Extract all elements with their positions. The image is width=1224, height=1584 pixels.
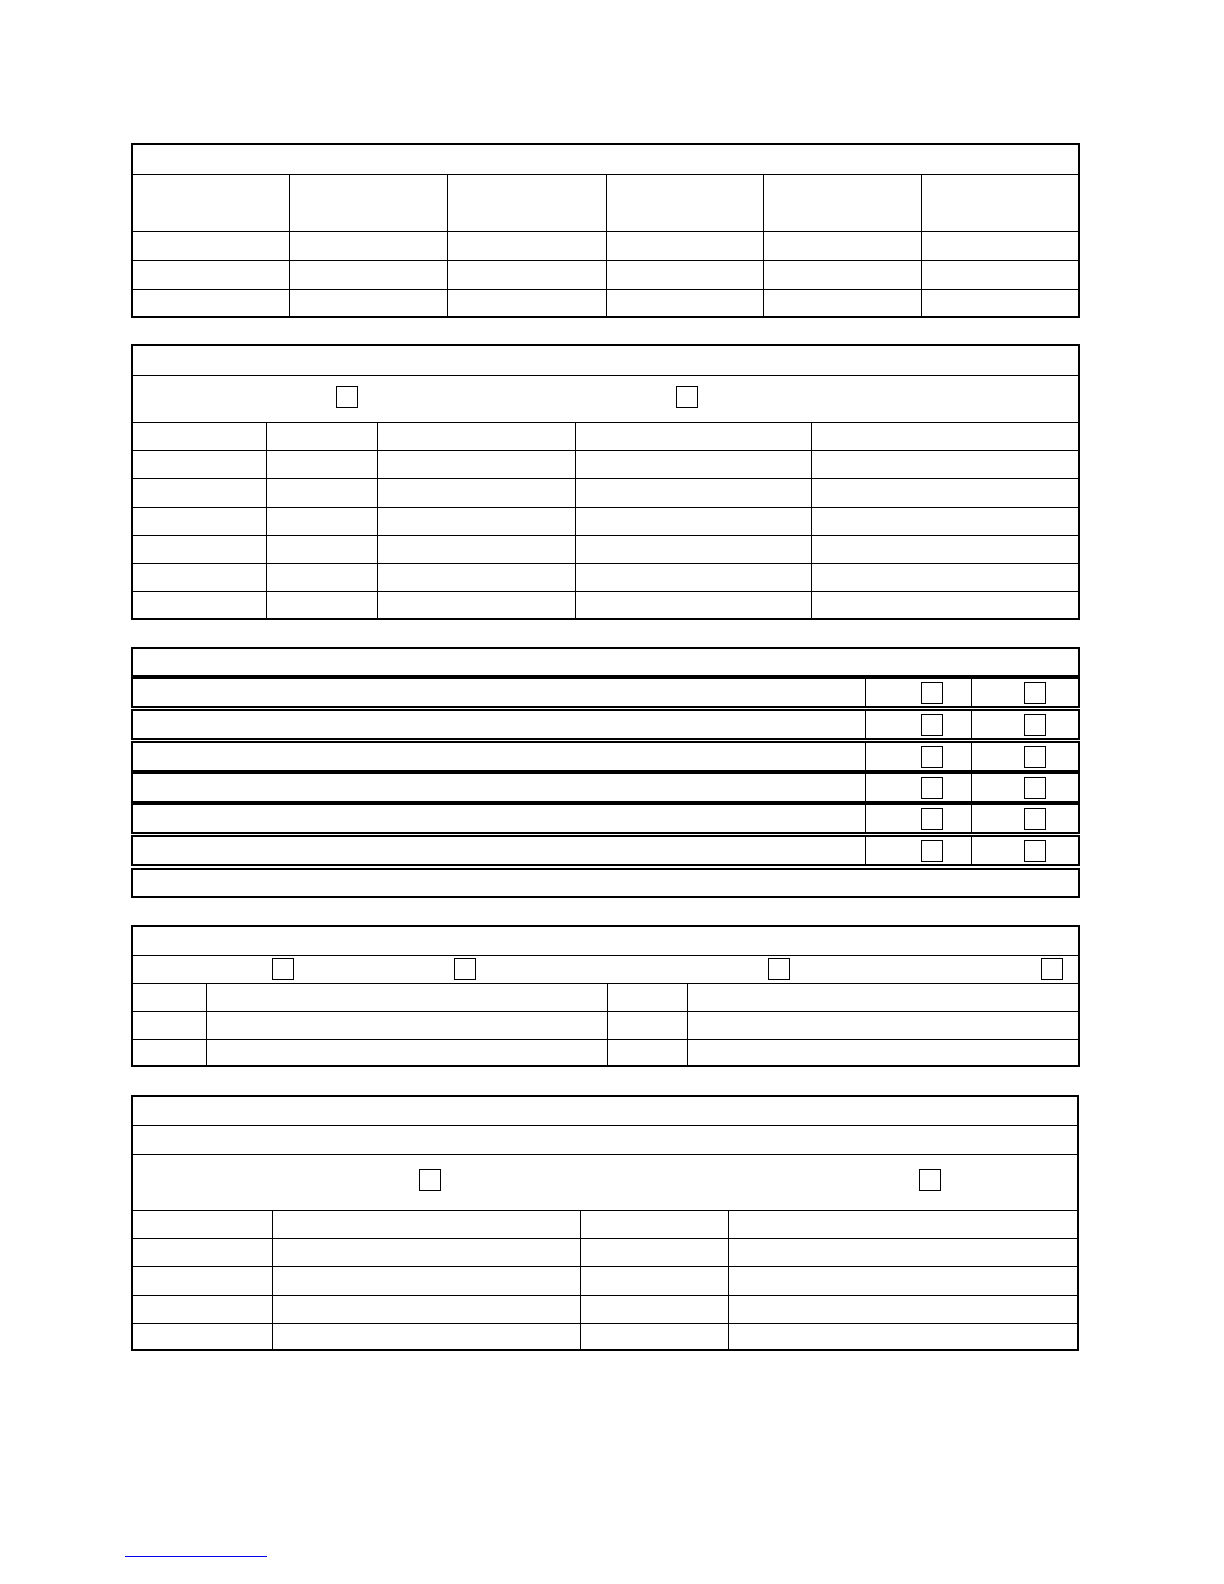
question-text (133, 679, 866, 706)
yes-cell (866, 743, 972, 770)
section-5-subheader-text (133, 1126, 1077, 1130)
table-row (133, 1296, 1077, 1324)
input-cell[interactable] (378, 508, 576, 535)
table-row (133, 1239, 1077, 1267)
section-1-col-5 (764, 175, 922, 231)
table-row (133, 479, 1078, 508)
section-1-header (133, 145, 1078, 175)
table-row (133, 1211, 1077, 1239)
input-cell[interactable] (273, 1267, 581, 1295)
section-2-table (131, 344, 1080, 620)
table-row (133, 1012, 1078, 1040)
input-cell[interactable] (133, 508, 267, 535)
table-row (133, 451, 1078, 479)
input-cell[interactable] (812, 479, 1078, 507)
table-row (133, 1324, 1077, 1351)
table-row (133, 261, 1078, 290)
question-row (131, 741, 1080, 772)
question-row (131, 835, 1080, 866)
section-5-header (133, 1097, 1077, 1126)
input-cell[interactable] (576, 423, 812, 450)
question-row (131, 803, 1080, 834)
question-text (133, 837, 866, 864)
input-cell[interactable] (273, 1239, 581, 1266)
input-cell[interactable] (207, 1012, 608, 1039)
input-cell[interactable] (729, 1267, 1077, 1295)
input-cell[interactable] (922, 261, 1078, 289)
input-cell[interactable] (133, 232, 290, 260)
input-cell[interactable] (267, 423, 378, 450)
input-cell[interactable] (133, 536, 267, 563)
input-cell[interactable] (922, 290, 1078, 318)
yes-cell (866, 679, 972, 706)
input-cell[interactable] (576, 508, 812, 535)
section-1-col-1 (133, 175, 290, 231)
section-4-header (133, 927, 1078, 956)
section-5-options-row (133, 1155, 1077, 1211)
section-5-subheader (133, 1126, 1077, 1155)
input-cell[interactable] (729, 1296, 1077, 1323)
input-cell[interactable] (729, 1211, 1077, 1238)
section-4-table (131, 925, 1080, 1067)
input-cell[interactable] (133, 1239, 273, 1266)
section-4-option-2-checkbox[interactable] (454, 958, 476, 980)
yes-checkbox[interactable] (921, 714, 943, 736)
input-cell[interactable] (267, 508, 378, 535)
section-1-header-text (133, 145, 1078, 149)
section-4-options-row (133, 956, 1078, 984)
table-row (133, 564, 1078, 592)
input-cell[interactable] (273, 1324, 581, 1351)
input-cell[interactable] (378, 592, 576, 619)
input-cell[interactable] (576, 592, 812, 619)
yes-cell (866, 805, 972, 832)
input-cell[interactable] (812, 592, 1078, 619)
no-checkbox[interactable] (1024, 840, 1046, 862)
table-row (133, 508, 1078, 536)
input-cell[interactable] (133, 1267, 273, 1295)
section-3-header-text (133, 649, 1078, 653)
input-cell[interactable] (207, 1040, 608, 1067)
no-cell (972, 805, 1078, 832)
input-cell[interactable] (729, 1324, 1077, 1351)
no-checkbox[interactable] (1024, 808, 1046, 830)
input-cell[interactable] (133, 479, 267, 507)
comments-field[interactable] (131, 868, 1080, 898)
no-cell (972, 711, 1078, 738)
section-2-option-a-checkbox[interactable] (336, 386, 358, 408)
section-3-header (131, 647, 1080, 677)
input-cell[interactable] (378, 423, 576, 450)
input-cell[interactable] (267, 451, 378, 478)
input-cell[interactable] (133, 261, 290, 289)
question-text (133, 711, 866, 738)
input-cell[interactable] (576, 564, 812, 591)
section-4-option-4-checkbox[interactable] (1041, 958, 1063, 980)
question-text (133, 743, 866, 770)
input-cell[interactable] (133, 1040, 207, 1067)
section-2-header (133, 346, 1078, 376)
input-cell[interactable] (576, 451, 812, 478)
input-cell[interactable] (273, 1296, 581, 1323)
question-row (131, 709, 1080, 740)
yes-cell (866, 711, 972, 738)
input-cell[interactable] (378, 451, 576, 478)
input-cell[interactable] (581, 1296, 729, 1323)
input-cell[interactable] (448, 232, 607, 260)
section-1-column-headers (133, 175, 1078, 232)
input-cell[interactable] (812, 508, 1078, 535)
input-cell[interactable] (922, 232, 1078, 260)
input-cell[interactable] (133, 1296, 273, 1323)
section-2-header-text (133, 346, 1078, 350)
table-row (133, 536, 1078, 564)
section-1-table (131, 143, 1080, 318)
table-row (133, 1267, 1077, 1296)
input-cell[interactable] (290, 261, 448, 289)
question-text (133, 805, 866, 832)
table-row (133, 423, 1078, 451)
input-cell[interactable] (378, 479, 576, 507)
table-row (133, 592, 1078, 619)
input-cell[interactable] (267, 536, 378, 563)
input-cell[interactable] (581, 1267, 729, 1295)
question-text (133, 774, 866, 801)
section-2-option-b-checkbox[interactable] (676, 386, 698, 408)
input-cell[interactable] (812, 423, 1078, 450)
footer-link[interactable] (125, 1556, 267, 1557)
section-5-option-b-checkbox[interactable] (919, 1169, 941, 1191)
input-cell[interactable] (581, 1239, 729, 1266)
input-cell[interactable] (133, 1012, 207, 1039)
input-cell[interactable] (812, 564, 1078, 591)
input-cell[interactable] (290, 232, 448, 260)
input-cell[interactable] (576, 536, 812, 563)
table-row (133, 984, 1078, 1012)
no-cell (972, 679, 1078, 706)
input-cell[interactable] (688, 1012, 1078, 1039)
yes-cell (866, 774, 972, 801)
input-cell[interactable] (273, 1211, 581, 1238)
input-cell[interactable] (133, 564, 267, 591)
input-cell[interactable] (607, 232, 764, 260)
input-cell[interactable] (267, 479, 378, 507)
input-cell[interactable] (133, 290, 290, 318)
input-cell[interactable] (267, 564, 378, 591)
no-checkbox[interactable] (1024, 777, 1046, 799)
input-cell[interactable] (133, 592, 267, 619)
input-cell[interactable] (290, 290, 448, 318)
no-cell (972, 743, 1078, 770)
no-cell (972, 837, 1078, 864)
section-2-options-row (133, 376, 1078, 423)
no-checkbox[interactable] (1024, 746, 1046, 768)
table-row (133, 1040, 1078, 1067)
input-cell[interactable] (378, 536, 576, 563)
input-cell[interactable] (812, 536, 1078, 563)
section-1-col-4 (607, 175, 764, 231)
input-cell[interactable] (812, 451, 1078, 478)
section-4-option-1-checkbox[interactable] (272, 958, 294, 980)
input-cell[interactable] (133, 1324, 273, 1351)
input-cell[interactable] (378, 564, 576, 591)
section-5-option-a-checkbox[interactable] (419, 1169, 441, 1191)
input-cell[interactable] (581, 1324, 729, 1351)
input-cell[interactable] (608, 1012, 688, 1039)
input-cell[interactable] (607, 290, 764, 318)
section-1-col-2 (290, 175, 448, 231)
no-checkbox[interactable] (1024, 682, 1046, 704)
input-cell[interactable] (764, 232, 922, 260)
input-cell[interactable] (729, 1239, 1077, 1266)
table-row (133, 290, 1078, 318)
input-cell[interactable] (133, 451, 267, 478)
input-cell[interactable] (448, 290, 607, 318)
input-cell[interactable] (764, 261, 922, 289)
input-cell[interactable] (764, 290, 922, 318)
no-checkbox[interactable] (1024, 714, 1046, 736)
yes-checkbox[interactable] (921, 840, 943, 862)
input-cell[interactable] (133, 1211, 273, 1238)
input-cell[interactable] (608, 1040, 688, 1067)
yes-checkbox[interactable] (921, 682, 943, 704)
input-cell[interactable] (448, 261, 607, 289)
input-cell[interactable] (607, 261, 764, 289)
table-row (133, 232, 1078, 261)
question-row (131, 677, 1080, 708)
input-cell[interactable] (133, 984, 207, 1011)
input-cell[interactable] (133, 423, 267, 450)
input-cell[interactable] (207, 984, 608, 1011)
section-5-table (131, 1095, 1079, 1351)
yes-cell (866, 837, 972, 864)
question-row (131, 772, 1080, 803)
input-cell[interactable] (267, 592, 378, 619)
yes-checkbox[interactable] (921, 746, 943, 768)
input-cell[interactable] (688, 984, 1078, 1011)
section-4-header-text (133, 927, 1078, 931)
yes-checkbox[interactable] (921, 777, 943, 799)
input-cell[interactable] (581, 1211, 729, 1238)
section-1-col-6 (922, 175, 1078, 231)
section-5-header-text (133, 1097, 1077, 1101)
section-4-option-3-checkbox[interactable] (768, 958, 790, 980)
input-cell[interactable] (608, 984, 688, 1011)
input-cell[interactable] (688, 1040, 1078, 1067)
yes-checkbox[interactable] (921, 808, 943, 830)
no-cell (972, 774, 1078, 801)
comments-text (133, 870, 1078, 874)
input-cell[interactable] (576, 479, 812, 507)
section-1-col-3 (448, 175, 607, 231)
